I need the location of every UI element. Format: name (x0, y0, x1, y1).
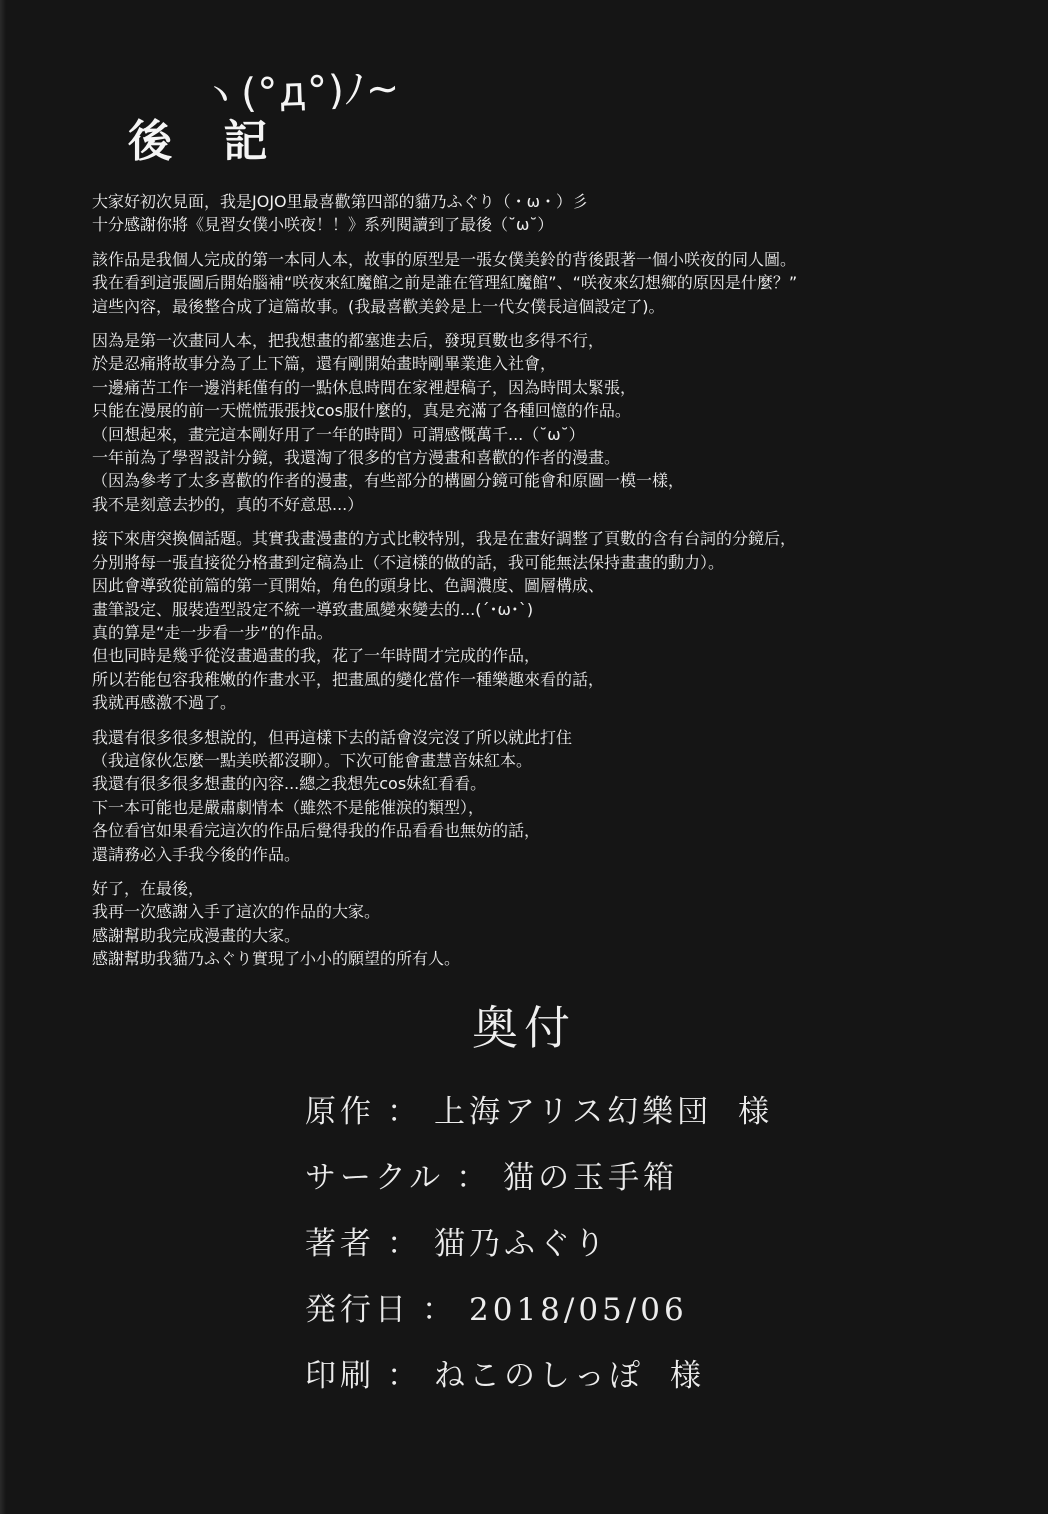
credit-value: ねこのしっぽ (434, 1358, 644, 1394)
text-line: 下一本可能也是嚴肅劇情本（雖然不是能催淚的類型）， (92, 797, 485, 817)
text-line: 一年前為了學習設計分鏡，我還淘了很多的官方漫畫和喜歡的作者的漫畫。 (92, 448, 621, 468)
colophon-credits (305, 1092, 773, 1422)
text-line: 感謝幫助我完成漫畫的大家。 (92, 925, 301, 945)
text-line: 於是忍痛將故事分為了上下篇，還有剛開始畫時剛畢業進入社會， (92, 354, 557, 374)
credit-circle (305, 1158, 773, 1224)
text-line: 這些內容，最後整合成了這篇故事。(我最喜歡美鈴是上一代女僕長這個設定了)。 (92, 296, 665, 316)
text-line: 畫筆設定、服裝造型設定不統一導致畫風變來變去的...(´･ω･`) (92, 599, 534, 619)
credit-value: 上海アリス幻樂団 (434, 1094, 713, 1130)
text-line: 我就再感激不過了。 (92, 693, 237, 713)
credit-separator: ： (456, 1160, 492, 1196)
kaomoji-decoration: ヽ(°д°)ﾉ~ (199, 65, 402, 119)
credit-honorific: 様 (670, 1358, 705, 1394)
text-line: 分別將每一張直接從分格畫到定稿為止（不這樣的做的話，我可能無法保持畫畫的動力）。 (92, 552, 725, 572)
text-line: 各位看官如果看完這次的作品后覺得我的作品看看也無妨的話， (92, 821, 541, 841)
afterword-body (92, 190, 992, 982)
credit-printer (305, 1356, 773, 1422)
credit-honorific: 様 (738, 1094, 774, 1130)
paragraph (92, 190, 992, 237)
colophon-title: 奥付 (472, 1001, 576, 1055)
text-line: 大家好初次見面，我是JOJO里最喜歡第四部的貓乃ふぐり（・ω・）彡 (92, 192, 589, 211)
text-line: 因此會導致從前篇的第一頁開始，角色的頭身比、色調濃度、圖層構成、 (92, 576, 605, 596)
credit-separator: ： (387, 1358, 422, 1394)
afterword-title: 後 記 (128, 116, 286, 167)
text-line: 我在看到這張圖后開始腦補“咲夜來紅魔館之前是誰在管理紅魔館”、“咲夜來幻想鄉的原因是什麼？” (92, 273, 798, 293)
text-line: （因為參考了太多喜歡的作者的漫畫，有些部分的構圖分鏡可能會和原圖一模一樣， (92, 471, 685, 491)
credit-label: 発行日 (305, 1292, 410, 1328)
credit-separator: ： (387, 1226, 422, 1262)
credit-label: サークル (305, 1160, 445, 1196)
paragraph (92, 329, 992, 516)
text-line: 接下來唐突換個話題。其實我畫漫畫的方式比較特別，我是在畫好調整了頁數的含有台詞的分鏡后， (92, 529, 797, 549)
text-line: 我還有很多很多想說的，但再這樣下去的話會沒完沒了所以就此打住 (92, 727, 573, 747)
text-line: 還請務必入手我今後的作品。 (92, 844, 301, 864)
credit-label: 著者 (305, 1226, 375, 1262)
paragraph (92, 248, 992, 318)
text-line: 因為是第一次畫同人本，把我想畫的都塞進去后，發現頁數也多得不行， (92, 331, 605, 351)
text-line: 感謝幫助我貓乃ふぐり實現了小小的願望的所有人。 (92, 949, 461, 969)
text-line: 十分感謝你將《見習女僕小咲夜！！》系列閱讀到了最後（˘ω˘） (92, 215, 554, 235)
text-line: 好了，在最後， (92, 878, 205, 898)
page-edge (0, 0, 6, 1514)
paragraph (92, 877, 992, 971)
text-line: （回想起來，畫完這本剛好用了一年的時間）可謂感慨萬千...（˘ω˘） (92, 424, 585, 444)
text-line: 只能在漫展的前一天慌慌張張找cos服什麼的，真是充滿了各種回憶的作品。 (92, 401, 631, 421)
credit-original-work (305, 1092, 773, 1158)
text-line: 該作品是我個人完成的第一本同人本，故事的原型是一張女僕美鈴的背後跟著一個小咲夜的同人圖。 (92, 249, 797, 269)
paragraph (92, 726, 992, 866)
text-line: 我再一次感謝入手了這次的作品的大家。 (92, 902, 381, 922)
credit-value: 2018/05/06 (469, 1292, 688, 1328)
text-line: 真的算是“走一步看一步”的作品。 (92, 622, 333, 642)
credit-author (305, 1224, 773, 1290)
text-line: 但也同時是幾乎從沒畫過畫的我，花了一年時間才完成的作品， (92, 646, 541, 666)
text-line: （我這傢伙怎麼一點美咲都沒聊）。下次可能會畫慧音妹紅本。 (92, 750, 533, 770)
text-line: 我還有很多很多想畫的內容...總之我想先cos妹紅看看。 (92, 774, 487, 794)
text-line: 所以若能包容我稚嫩的作畫水平，把畫風的變化當作一種樂趣來看的話， (92, 669, 605, 689)
credit-label: 印刷 (305, 1358, 375, 1394)
text-line: 一邊痛苦工作一邊消耗僅有的一點休息時間在家裡趕稿子，因為時間太緊張， (92, 377, 637, 397)
credit-separator: ： (422, 1292, 457, 1328)
credit-publish-date (305, 1290, 773, 1356)
credit-value: 猫の玉手箱 (503, 1160, 679, 1196)
credit-value: 猫乃ふぐり (434, 1226, 609, 1262)
paragraph (92, 527, 992, 714)
text-line: 我不是刻意去抄的，真的不好意思...） (92, 494, 364, 514)
credit-separator: ： (387, 1094, 422, 1130)
credit-label: 原作 (305, 1094, 375, 1130)
